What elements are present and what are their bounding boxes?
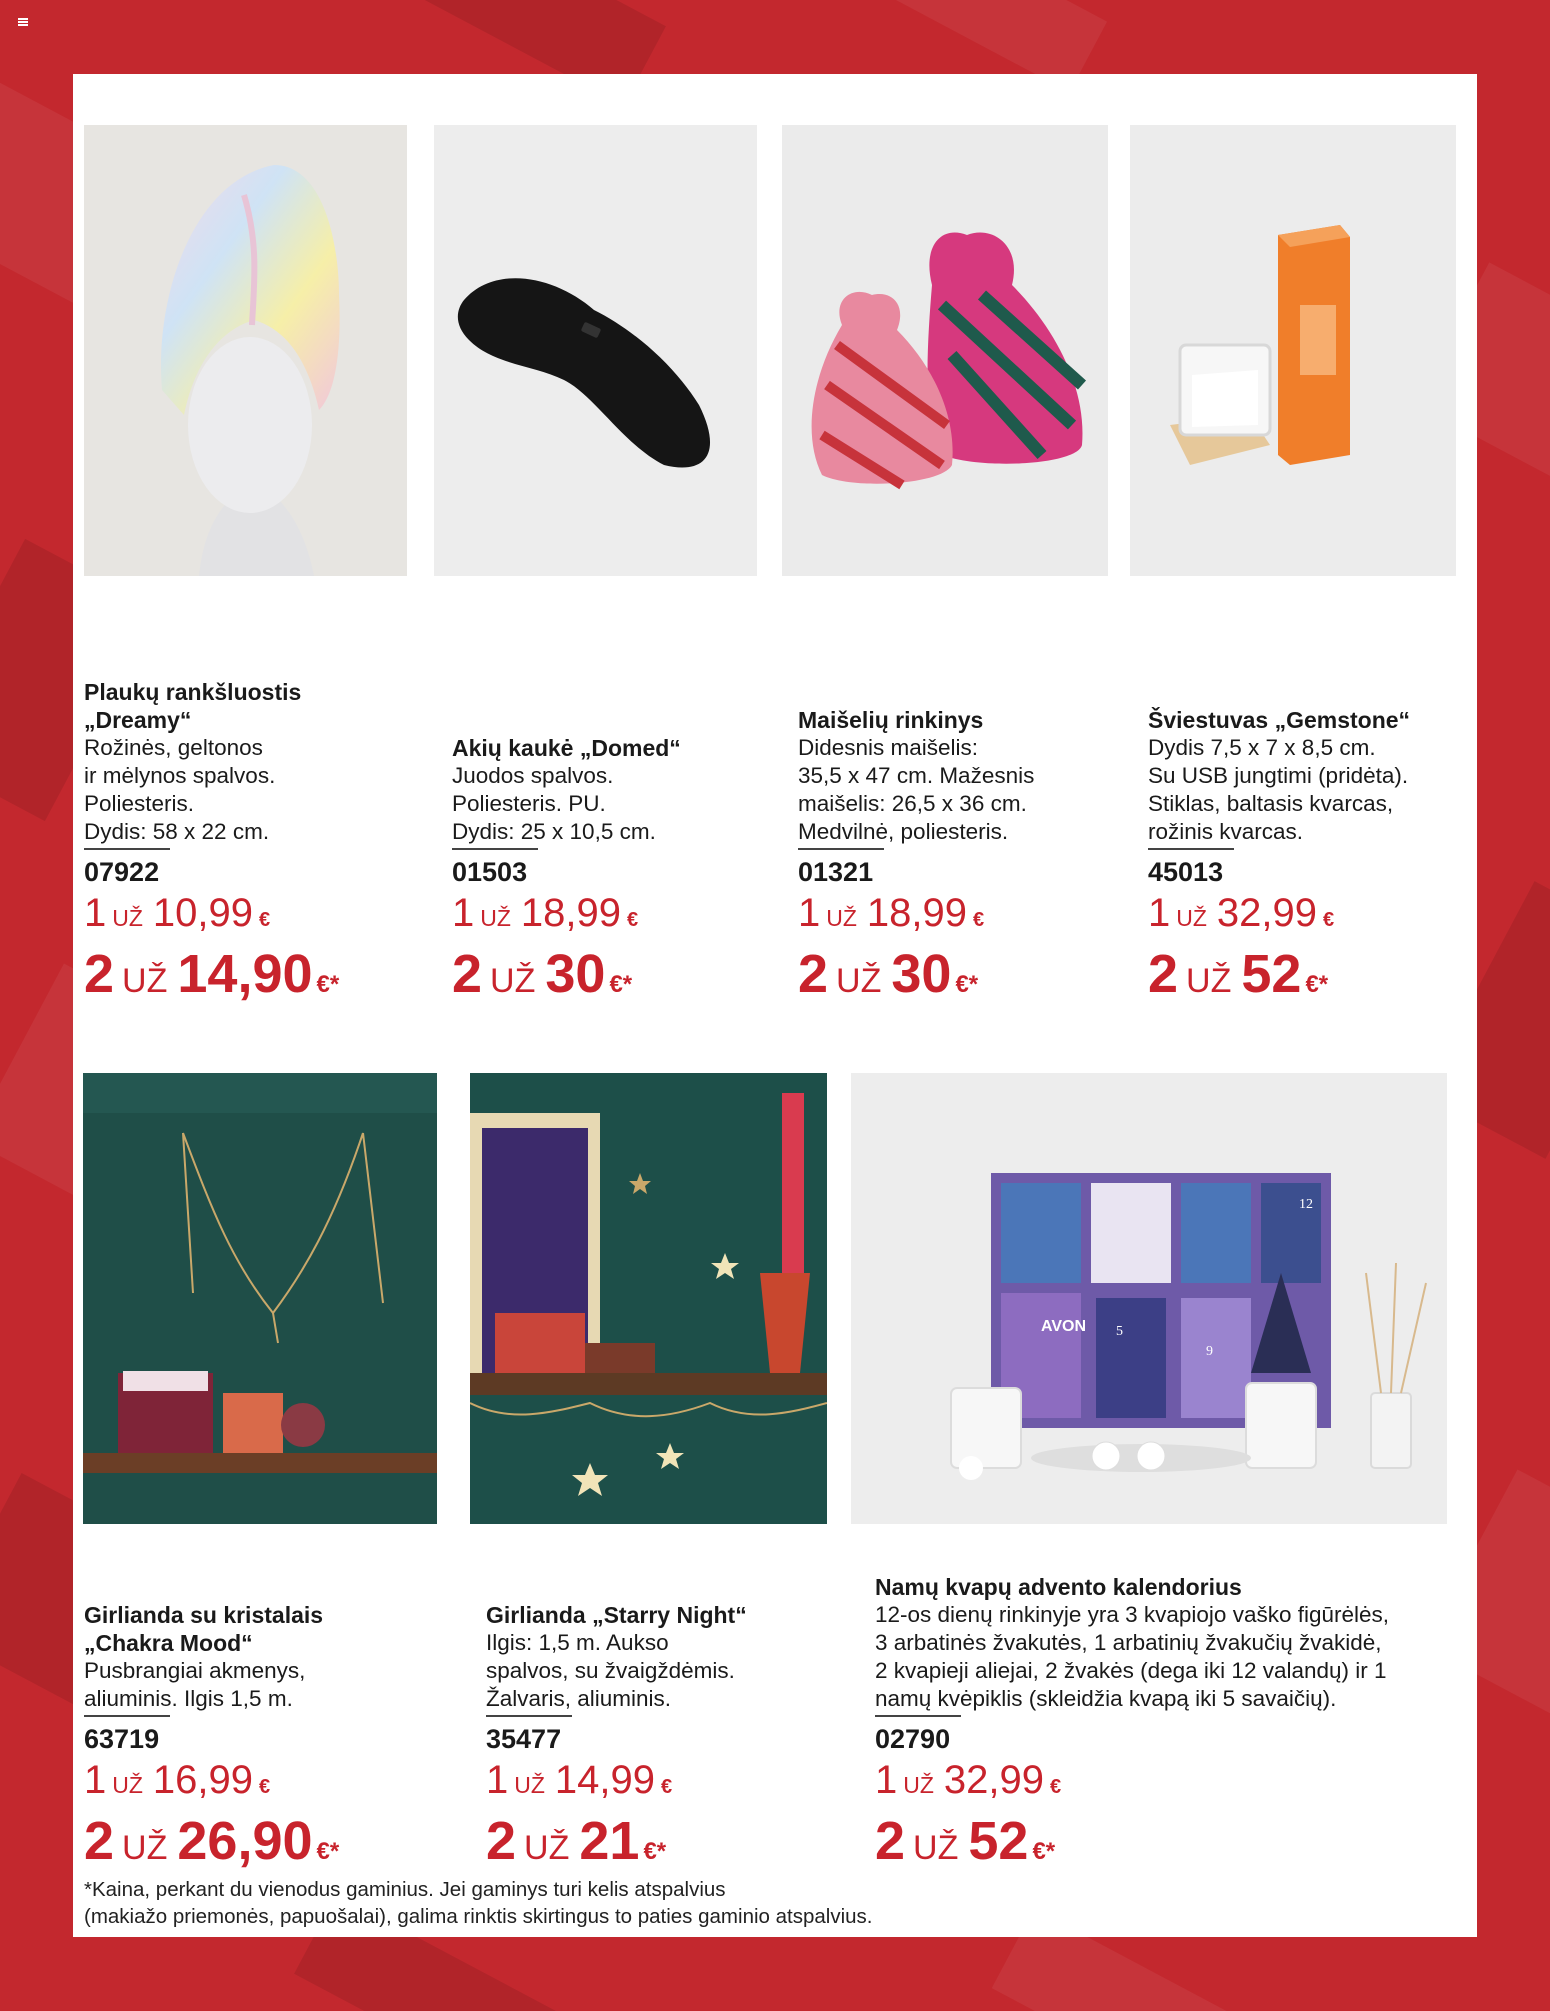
gemstone-lamp-photo [1130,125,1456,576]
product-description: Didesnis maišelis: 35,5 x 47 cm. Mažesnis maišelis: 26,5 x 36 cm. Medvilnė, poliesteris. [798,734,1118,846]
price-double: 2 UŽ 21 €* [486,1811,667,1871]
product-gemstone-lamp [1148,706,1468,1014]
price-single: 1 UŽ 18,99 € [452,891,639,935]
price-single: 1 UŽ 32,99 € [875,1758,1062,1802]
price-single: 1 UŽ 32,99 € [1148,891,1335,935]
price-single: 1 UŽ 10,99 € [84,891,271,935]
avon-logo: AVON [1041,1318,1087,1335]
product-chakra-garland [84,1601,414,1881]
product-code: 45013 [1148,857,1224,887]
product-name: Girlianda su kristalais „Chakra Mood“ [84,1602,324,1656]
product-gift-bags [798,706,1118,1014]
catalog-page [73,74,1477,1937]
price-double: 2 UŽ 14,90 €* [84,944,340,1004]
product-description: Pusbrangiai akmenys, aliuminis. Ilgis 1,5 m. [84,1657,414,1713]
price-single: 1 UŽ 18,99 € [798,891,985,935]
starry-night-garland-photo [470,1073,827,1524]
product-description: Juodos spalvos. Poliesteris. PU. Dydis: 25 x 10,5 cm. [452,762,752,846]
eye-mask-photo [434,125,757,576]
advent-calendar-photo [851,1073,1447,1524]
price-footnote: *Kaina, perkant du vienodus gaminius. Jei gaminys turi kelis atspalvius (makiažo priemonės, papuošalai), galima rinktis skirtingus to paties gaminio atspalvius. [84,1878,873,1928]
hair-towel-photo [84,125,407,576]
product-hair-towel [84,678,384,1014]
svg-text:9: 9 [1206,1344,1213,1359]
product-name: Namų kvapų advento kalendorius [875,1574,1242,1600]
price-double: 2 UŽ 52 €* [875,1811,1056,1871]
svg-text:5: 5 [1116,1324,1123,1339]
product-name: Šviestuvas „Gemstone“ [1148,707,1411,733]
product-name: Girlianda „Starry Night“ [486,1602,747,1628]
product-description: Dydis 7,5 x 7 x 8,5 cm. Su USB jungtimi (pridėta). Stiklas, baltasis kvarcas, rožinis kvarcas. [1148,734,1468,846]
product-code: 01503 [452,857,528,887]
price-double: 2 UŽ 26,90 €* [84,1811,340,1871]
price-double: 2 UŽ 30 €* [798,944,979,1004]
product-description: 12-os dienų rinkinyje yra 3 kvapiojo vaško figūrėlės, 3 arbatinės žvakutės, 1 arbatinių žvakučių žvakidė, 2 kvapieji aliejai, 2 žvakės (dega iki 12 valandų) ir 1 namų kvėpiklis (skleidžia kvapą iki 5 savaičių). [875,1601,1465,1713]
chakra-garland-photo [83,1073,437,1524]
price-single: 1 UŽ 14,99 € [486,1758,673,1802]
product-code: 35477 [486,1724,562,1754]
product-advent-calendar [875,1573,1465,1881]
gift-bags-photo [782,125,1108,576]
product-eye-mask [452,734,752,1014]
price-single: 1 UŽ 16,99 € [84,1758,271,1802]
product-name: Maišelių rinkinys [798,707,984,733]
menu-icon[interactable] [18,18,28,26]
product-description: Ilgis: 1,5 m. Aukso spalvos, su žvaigždėmis. Žalvaris, aliuminis. [486,1629,816,1713]
price-double: 2 UŽ 30 €* [452,944,633,1004]
product-name: Plaukų rankšluostis „Dreamy“ [84,679,302,733]
svg-text:12: 12 [1299,1197,1313,1212]
product-code: 02790 [875,1724,951,1754]
product-name: Akių kaukė „Domed“ [452,735,681,761]
product-code: 01321 [798,857,874,887]
price-double: 2 UŽ 52 €* [1148,944,1329,1004]
product-code: 07922 [84,857,160,887]
product-description: Rožinės, geltonos ir mėlynos spalvos. Poliesteris. Dydis: 58 x 22 cm. [84,734,384,846]
product-code: 63719 [84,1724,160,1754]
product-starry-night-garland [486,1601,816,1881]
